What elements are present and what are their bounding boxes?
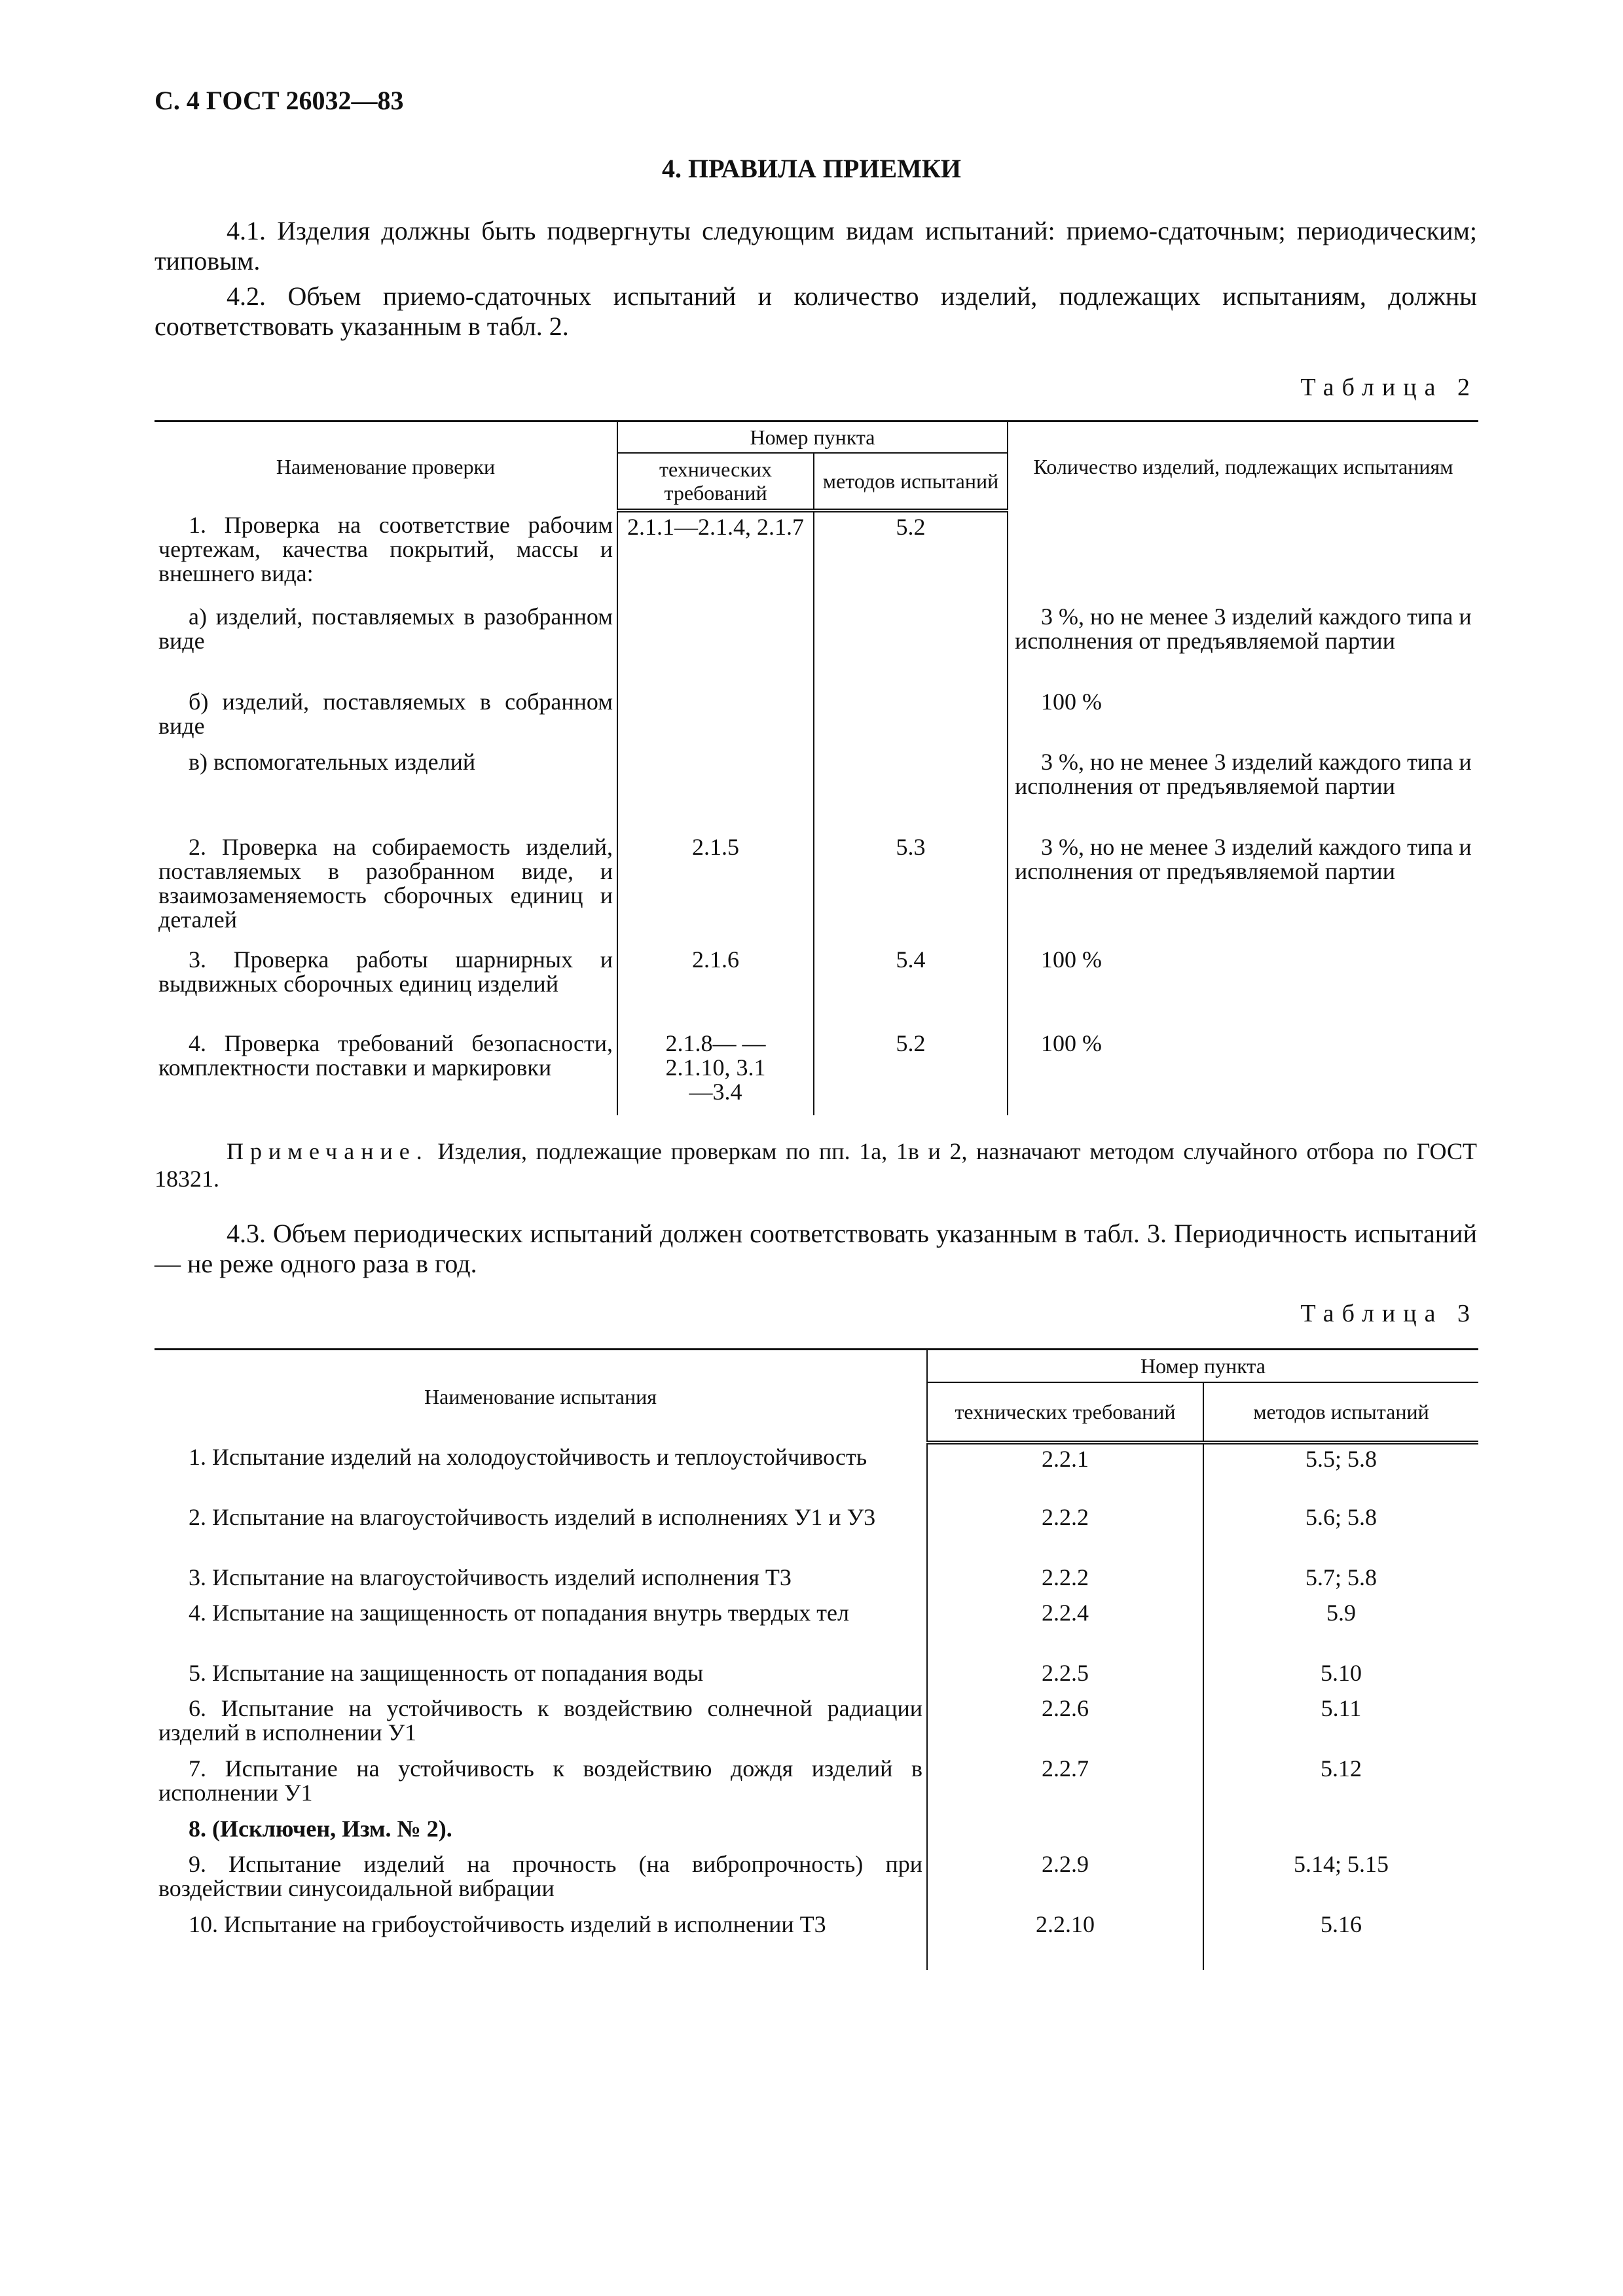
t2-header-methods: методов испытаний: [814, 453, 1008, 511]
t3-cell-tech: 2.2.5: [927, 1659, 1203, 1694]
t2-cell-qty: 100 %: [1041, 1030, 1102, 1056]
t3-cell-tech: 2.2.2: [927, 1503, 1203, 1563]
table-row: [155, 511, 1478, 602]
table-row: [155, 1598, 1478, 1659]
t3-cell-name: 5. Испытание на защищенность от попадания воды: [155, 1659, 927, 1694]
t3-header-tech: технических требований: [927, 1382, 1203, 1443]
table-row: [155, 687, 1478, 747]
t3-cell-name: 7. Испытание на устойчивость к воздействию дождя изделий в исполнении У1: [155, 1754, 927, 1814]
t2-cell-qty: 3 %, но не менее 3 изделий каждого типа и исполнения от предъявляемой партии: [1015, 834, 1472, 884]
t3-cell-methods: [1203, 1814, 1478, 1850]
t2-cell-methods: 5.2: [814, 511, 1008, 602]
table-row: [155, 1443, 1478, 1503]
t3-cell-name: 4. Испытание на защищенность от попадания внутрь твердых тел: [155, 1598, 927, 1659]
t2-cell-methods: 5.2: [814, 1029, 1008, 1115]
t3-cell-tech: 2.2.6: [927, 1694, 1203, 1754]
t3-cell-name: 6. Испытание на устойчивость к воздействию солнечной радиации изделий в исполнении У1: [155, 1694, 927, 1754]
t3-cell-methods: 5.9: [1326, 1600, 1356, 1626]
t3-cell-methods: 5.10: [1321, 1660, 1362, 1686]
t3-cell-name: 2. Испытание на влагоустойчивость изделий в исполнениях У1 и У3: [155, 1503, 927, 1563]
t3-cell-methods: 5.6; 5.8: [1305, 1504, 1377, 1530]
paragraph-4-1: 4.1. Изделия должны быть подвергнуты следующим видам испытаний: приемо-сдаточным; периодическим; типовым.: [155, 216, 1477, 276]
t3-cell-tech: 2.2.1: [927, 1443, 1203, 1503]
t3-cell-tech: 2.2.4: [927, 1598, 1203, 1659]
t3-cell-methods: 5.7; 5.8: [1305, 1564, 1377, 1590]
t2-cell-tech: [617, 602, 814, 687]
t2-header-name: Наименование проверки: [155, 422, 617, 511]
t2-cell-methods: [814, 747, 1008, 833]
t2-cell-tech: 2.1.5: [617, 833, 814, 945]
table-row: [155, 1910, 1478, 1970]
t2-cell-qty: 100 %: [1041, 689, 1102, 715]
t2-header-tech: технических требований: [617, 453, 814, 511]
table-row: [155, 1694, 1478, 1754]
t3-cell-name: 3. Испытание на влагоустойчивость изделий исполнения Т3: [155, 1563, 927, 1598]
table-row: [155, 602, 1478, 687]
t3-cell-methods: 5.16: [1321, 1911, 1362, 1937]
t2-cell-name: 2. Проверка на собираемость изделий, поставляемых в разобранном виде, и взаимозаменяемость сборочных единиц и деталей: [155, 833, 617, 945]
t3-cell-tech: [927, 1814, 1203, 1850]
t3-header-number: Номер пункта: [1140, 1354, 1266, 1378]
t2-cell-tech: [617, 747, 814, 833]
t3-cell-tech: 2.2.7: [927, 1754, 1203, 1814]
note-text: Изделия, подлежащие проверкам по пп. 1а, 1в и 2, назначают методом случайного отбора по ГОСТ 18321.: [155, 1138, 1477, 1192]
t2-cell-methods: 5.3: [814, 833, 1008, 945]
t2-cell-qty: 100 %: [1041, 946, 1102, 973]
t2-cell-name: а) изделий, поставляемых в разобранном виде: [155, 602, 617, 687]
t3-cell-methods: 5.5; 5.8: [1305, 1446, 1377, 1472]
table-row: [155, 1029, 1478, 1115]
table-row: [155, 833, 1478, 945]
t3-cell-tech: 2.2.10: [927, 1910, 1203, 1970]
table2-caption: Таблица 2: [1300, 374, 1478, 401]
table-row: [155, 1754, 1478, 1814]
table-row: [155, 1503, 1478, 1563]
table-3: [155, 1348, 1478, 1970]
t2-cell-name: 3. Проверка работы шарнирных и выдвижных сборочных единиц изделий: [155, 945, 617, 1029]
t2-cell-tech: 2.1.6: [617, 945, 814, 1029]
t2-cell-methods: 5.4: [814, 945, 1008, 1029]
t2-cell-name: в) вспомогательных изделий: [155, 747, 617, 833]
t3-cell-name: 9. Испытание изделий на прочность (на вибропрочность) при воздействии синусоидальной вибрации: [155, 1850, 927, 1910]
t2-cell-name: б) изделий, поставляемых в собранном виде: [155, 687, 617, 747]
table-row: [155, 1850, 1478, 1910]
t3-cell-tech: 2.2.9: [927, 1850, 1203, 1910]
paragraph-4-2: 4.2. Объем приемо-сдаточных испытаний и количество изделий, подлежащих испытаниям, должны соответствовать указанным в табл. 2.: [155, 281, 1477, 341]
note-label: Примечание.: [227, 1138, 429, 1164]
t3-cell-methods: 5.14; 5.15: [1293, 1851, 1389, 1877]
t3-cell-name: 1. Испытание изделий на холодоустойчивость и теплоустойчивость: [155, 1443, 927, 1503]
t3-header-name: Наименование испытания: [155, 1350, 927, 1443]
table-row: [155, 1659, 1478, 1694]
t2-cell-name: 1. Проверка на соответствие рабочим чертежам, качества покрытий, массы и внешнего вида:: [155, 511, 617, 602]
t2-cell-qty: 3 %, но не менее 3 изделий каждого типа и исполнения от предъявляемой партии: [1015, 603, 1472, 654]
table-row: [155, 747, 1478, 833]
t3-header-methods: методов испытаний: [1203, 1382, 1478, 1443]
t3-cell-methods: 5.11: [1321, 1695, 1362, 1721]
t2-header-number: Номер пункта: [617, 422, 1008, 454]
t2-cell-tech: 2.1.1—2.1.4, 2.1.7: [617, 511, 814, 602]
page-header: С. 4 ГОСТ 26032—83: [155, 86, 404, 115]
t2-header-qty: Количество изделий, подлежащих испытаниям: [1033, 454, 1453, 478]
t3-cell-name: 8. (Исключен, Изм. № 2).: [155, 1814, 927, 1850]
t3-cell-name: 10. Испытание на грибоустойчивость изделий в исполнении Т3: [155, 1910, 927, 1970]
t2-cell-tech: 2.1.8— —2.1.10, 3.1—3.4: [617, 1029, 814, 1115]
t2-cell-qty: [1008, 511, 1478, 602]
t2-cell-qty: 3 %, но не менее 3 изделий каждого типа и исполнения от предъявляемой партии: [1015, 749, 1472, 799]
t2-cell-methods: [814, 602, 1008, 687]
t2-cell-methods: [814, 687, 1008, 747]
table-row: [155, 945, 1478, 1029]
table-2: [155, 420, 1478, 1115]
t3-cell-tech: 2.2.2: [927, 1563, 1203, 1598]
table-row: [155, 1814, 1478, 1850]
section-title: 4. ПРАВИЛА ПРИЕМКИ: [661, 154, 961, 183]
t3-cell-methods: 5.12: [1321, 1755, 1362, 1782]
table3-caption: Таблица 3: [1300, 1300, 1478, 1327]
table-row: [155, 1563, 1478, 1598]
t2-cell-tech: [617, 687, 814, 747]
table2-note: [155, 1138, 1477, 1193]
paragraph-4-3: 4.3. Объем периодических испытаний должен соответствовать указанным в табл. 3. Периодичность испытаний — не реже одного раза в год.: [155, 1219, 1477, 1278]
t2-cell-name: 4. Проверка требований безопасности, комплектности поставки и маркировки: [155, 1029, 617, 1115]
